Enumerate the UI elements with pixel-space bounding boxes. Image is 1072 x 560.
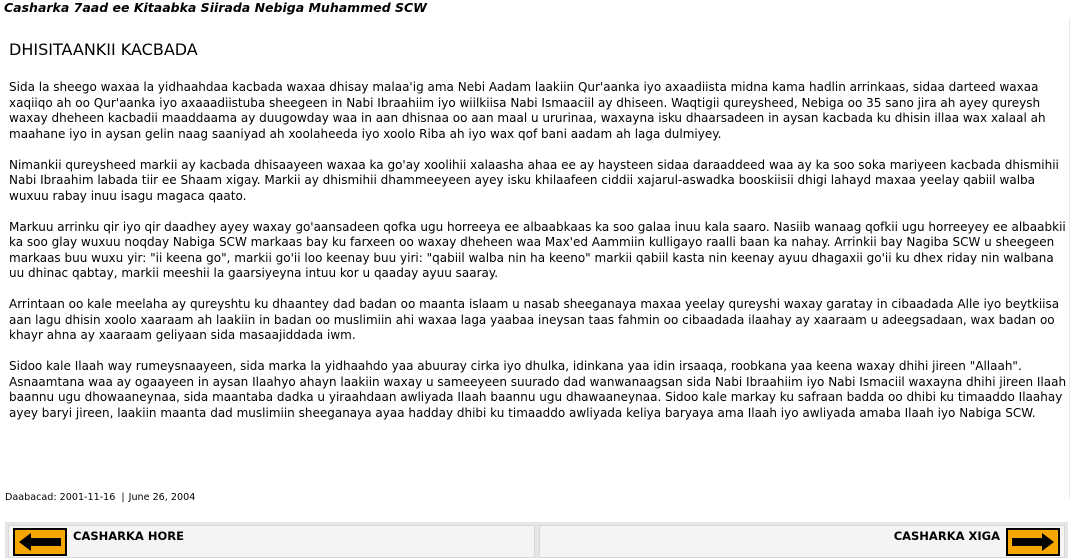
published-date: Daabacad: 2001-11-16 [5, 492, 116, 503]
article-paragraph: Arrintaan oo kale meelaha ay qureyshtu ku dhaantey dad badan oo maanta islaam u nasab sheeganaya maxaa yeelay qureyshi waxay garatay in cibaadada Alle iyo beytkiisa aan lagu dhisin xoolo xaaraam ah laakiin in badan oo muslimiin ahi waxaa laga yaabaa ineysan taas fahmin oo cibaadada ilaahay ay xaaraam u adeegsadaan, wax badan oo khayr ahna ay xaaraam geliyaan sida masaajiddada iwm. [9, 297, 1060, 342]
next-lesson-label[interactable]: CASHARKA XIGA [893, 529, 1000, 543]
next-lesson-button[interactable] [539, 525, 1065, 558]
arrow-left-icon[interactable] [13, 528, 67, 556]
article-body [9, 80, 1067, 437]
article-paragraph: Sidoo kale Ilaah way rumeysnaayeen, sida marka la yidhaahdo yaa abuuray cirka iyo dhulka, idinkana yaa idin irsaaqa, roobkana yaa keena waxay dhihi jireen "Allaah". Asnaamtana waa ay ogaayeen in aysan Ilaahyo ahayn laakiin waxay u sameeyeen suurado dad wanwanaagsan sida Nabi Ibraahiim iyo Nabi Ismaciil waxayna dhihi jireen Ilaah baannu ugu dhowaaneynaa, sida maantaba dadka u yiraahdaan awliyada Ilaah baannu ugu dhawaaneynaa. Sidoo kale markay ku safraan badda oo dhibi ku timaaddo Ilaahay ayey baryi jireen, laakiin maanta dad muslimiin sheeganaya ayaa hadday dhibi ku timaaddo awliyada keliya baryaya ama Ilaah iyo awliyada amaba Ilaah iyo Nabiga SCW. [9, 359, 1067, 420]
publish-info [5, 492, 195, 503]
previous-lesson-label[interactable]: CASHARKA HORE [73, 529, 184, 543]
article-paragraph: Nimankii qureysheed markii ay kacbada dhisaayeen waxaa ka go'ay xoolihii xalaasha ahaa ee ay haysteen sidaa daraaddeed waa ay ka soo soka mariyeen kacbada dhismihii Nabi Ibraahim labada tiir ee Shaam xigay. Markii ay dhismihii dhammeeyeen ayey isku khilaafeen ciddii xajarul-aswadka booskiisii dhigi lahayd maxaa yeelay qabiil walba wuxuu rabay inuu isagu magaca qaato. [9, 157, 1059, 203]
date-separator: | [121, 492, 125, 503]
panel-border [1069, 18, 1070, 498]
arrow-right-icon[interactable] [1006, 528, 1060, 556]
article-paragraph: Sida la sheego waxaa la yidhaahdaa kacbada waxaa dhisay malaa'ig ama Nebi Aadam laakiin Qur'aanka iyo axaadiista midna kama hadlin arrinkaas, sidaa darteed waxaa xaqiiqo ah oo Qur'aanka iyo axaaadiistuba sheegeen in Nabi Ibraahiim iyo wiilkiisa Nabi Ismaaciil ay dhiseen. Waqtigii qureysheed, Nebiga oo 35 sano jira ah ayey qureysh waxay dheheen kacbadii maaddaama ay duugowday waa in aan dhisnaa oo aan maal u ururinaa, waxayna isku dhaarsadeen in aysan kacbada ku dhisin illaa wax xalaal ah maahane iyo in aysan gelin naag saaniyad ah xoolaheeda iyo xoolo Riba ah iyo wax qof bani aadam ah laga dulmiyey. [9, 80, 1046, 141]
article-paragraph: Markuu arrinku qir iyo qir daadhey ayey waxay go'aansadeen qofka ugu horreeya ee albaabkaas ka soo galaa inuu kala saaro. Nasiib wanaag qofkii ugu horreeyey ee albaabkii ka soo glay wuxuu noqday Nabiga SCW markaas bay ku farxeen oo waxay dheheen waa Max'ed Aammiin kulligayo raalli baan ka nahay. Arrinkii bay Nagiba SCW u sheegeen markaas buu wuxu yir: "ii keena go", markii go'ii loo keenay buu yiri: "qabiil walba nin ha keeno" markii qabiil kasta nin keenay ayuu dhagaxii go'ii ku dhex riday nin walbana uu dhinac qabtay, markii meeshii la gaarsiyeyna intuu kor u qaaday ayuu saaray. [9, 219, 1066, 280]
updated-date: June 26, 2004 [128, 492, 196, 503]
lesson-title: Casharka 7aad ee Kitaabka Siirada Nebiga Muhammed SCW [4, 0, 427, 15]
article-heading: DHISITAANKII KACBADA [9, 40, 198, 59]
previous-lesson-button[interactable] [8, 525, 535, 558]
